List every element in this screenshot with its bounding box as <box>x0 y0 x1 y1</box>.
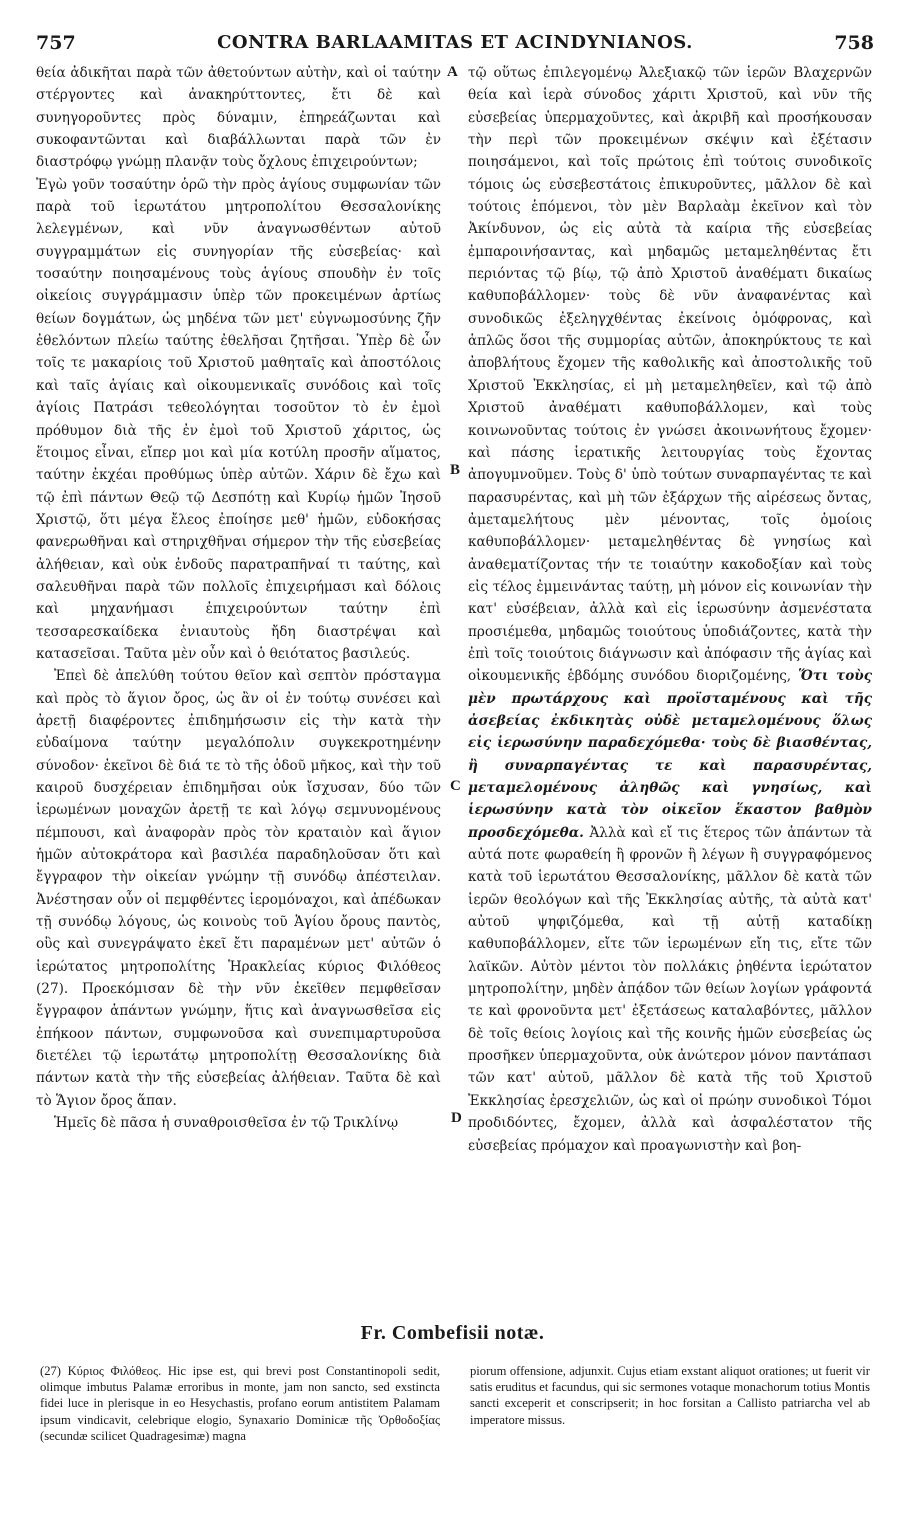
left-paragraph-4: Ἡμεῖς δὲ πᾶσα ἡ συναθροισθεῖσα ἐν τῷ Τρικλίνῳ <box>54 1115 399 1132</box>
margin-marker-d: D <box>451 1110 462 1126</box>
running-title: CONTRA BARLAAMITAS ET ACINDYNIANOS. <box>217 32 693 53</box>
right-paragraph-1 <box>468 62 872 1157</box>
council-quote: Ὅτι τοὺς μὲν πρωτάρχους καὶ προϊσταμένους καὶ τῆς ἀσεβείας ἐκδικητὰς οὐδὲ μεταμελομένους ὅλως εἰς ἱερωσύνην παραδεχόμεθα· τοὺς δὲ βιασθέντας, ἢ συναρπαγέντας τε καὶ παρασυρέντας, μεταμελομένους ἀληθῶς καὶ γνησίως, καὶ ἱερωσύνην κατὰ τὸν οἰκεῖον ἕκαστον βαθμὸν προσδεχόμεθα. <box>468 668 872 841</box>
footnote-right-column <box>470 1363 870 1428</box>
page-header <box>36 32 874 58</box>
footnote-27-text: (27) Κύριος Φιλόθεος. Hic ipse est, qui brevi post Constantinopoli sedit, olimque imbutus Palamæ erroribus in monte, jam non sancto, sed exstincta fidei luce in plerisque in eo Hesychastis, profano eorum antistitem Palamam ipsum vindicavit, celebrique elogio, Synaxario Dominicæ τῆς Ὀρθοδοξίας (secundæ scilicet Quadragesimæ) magna <box>40 1364 440 1443</box>
page-number-left: 757 <box>36 32 76 54</box>
left-paragraph-3: Ἐπεὶ δὲ ἀπελύθη τούτου θεῖον καὶ σεπτὸν πρόσταγμα καὶ πρὸς τὸ ἅγιον ὄρος, ὡς ἂν οἱ ἐν τούτῳ συνέσει καὶ ἀρετῇ διαφέροντες ἐπιδημήσωσιν εἰς τὴν κατὰ τὴν εὐδαίμονα ταύτην μεγαλόπολιν συγκεκροτημένην σύνοδον· ἐκεῖνοι δὲ διά τε τὸ τῆς ὁδοῦ μῆκος, καὶ τὴν τοῦ καιροῦ δυσχέρειαν ἐπιδημῆσαι οὐκ ἴσχυσαν, δύο τῶν ἱερωμένων μοναχῶν ἀρετῇ τε καὶ λόγῳ σεμνυνομένους πέμπουσι, καὶ ἀναφορὰν πρὸς τὸν κραταιὸν καὶ ἅγιον ἡμῶν αὐτοκράτορα καὶ βασιλέα παραδηλοῦσαν ὅτι καὶ ἔγγραφον τὴν οἰκείαν γνώμην τῇ συνόδῳ ἀπέστειλαν. Ἀνέστησαν οὖν οἱ πεμφθέντες ἱερομόναχοι, καὶ ἀπέδωκαν τῇ συνόδῳ λόγους, ὡς κοινοὺς τοῦ Ἁγίου ὄρους παντὸς, οὓς καὶ συνεγράψατο ἐκεῖ ἔτι παραμένων μετ' αὐτῶν ὁ ἱερώτατος μητροπολίτης Ἡρακλείας κύριος Φιλόθεος (27). Προεκόμισαν δὲ τὴν νῦν ἐκεῖθεν πεμφθεῖσαν ἔγγραφον ἁπάντων γνώμην, ἥτις καὶ ἀναγνωσθεῖσα εἰς ἐπήκοον πάντων, συμφωνοῦσα καὶ συνεπιμαρτυροῦσα διετέλει τῷ ἱερωτάτῳ μητροπολίτῃ Θεσσαλονίκης διὰ πάντων κατὰ τὴν τῆς εὐσεβείας ἀλήθειαν. Ταῦτα δὲ καὶ τὸ Ἅγιον ὄρος ἅπαν. <box>36 668 441 1109</box>
footnote-27-continuation: piorum offensione, adjunxit. Cujus etiam exstant aliquot orationes; ut fuerit vir satis eruditus et facundus, qui sic sermones votaque monachorum totius Montis sancti exceperit et conscripserit; in hoc forsitan a Callisto patriarcha vel ab imperatore missus. <box>470 1364 870 1427</box>
margin-marker-b: B <box>450 462 461 478</box>
right-paragraph-1-text: τῷ οὕτως ἐπιλεγομένῳ Ἀλεξιακῷ τῶν ἱερῶν Βλαχερνῶν θεία καὶ ἱερὰ σύνοδος χάριτι Χριστοῦ, καὶ νῦν τῆς εὐσεβείας ὑπερμαχοῦντες, καὶ ἀκριβῆ καὶ προσήκουσαν τὴν περὶ τῶν προκειμένων σκέψιν καὶ ἐξέτασιν ποιησάμενοι, καὶ τοῖς πρώτοις ἐπὶ τούτοις συνοδικοῖς τόμοις ὡς εὐσεβεστάτοις ἐπικυροῦντες, μᾶλλον δὲ καὶ τούτοις ἑπόμενοι, τὸν μὲν Βαρλαὰμ ἐκεῖνον καὶ τὸν Ἀκίνδυνον, ὡς εἰς αὐτὰ τὰ καίρια τῆς εὐσεβείας ἐμπαροινήσαντας, καὶ μηδαμῶς μεταμεληθέντας ἔτι περιόντας τῷ βίῳ, τῷ ἀπὸ Χριστοῦ ἀναθέματι δικαίως καθυποβάλλομεν· τοὺς δὲ νῦν ἀναφανέντας καὶ συνοδικῶς ἐξεληγχθέντας ἐκείνοις ὁμόφρονας, καὶ ἁπλῶς ὅσοι τῆς συμμορίας αὐτῶν, ἀποκηρύκτους τε καὶ ἀποβλήτους ἔχομεν τῆς καθολικῆς καὶ ἀποστολικῆς τοῦ Χριστοῦ Ἐκκλησίας, εἰ μὴ μεταμεληθεῖεν, καὶ τῷ ἀπὸ Χριστοῦ ἀναθέματι καθυποβάλλομεν, καὶ τοὺς κοινωνοῦντας τούτοις ἐν γνώσει ἀκοινωνήτους ἔχομεν· καὶ πάσης ἱερατικῆς λειτουργίας τοὺς ἔχοντας ἀπογυμνοῦμεν. Τοὺς δ' ὑπὸ τούτων συναρπαγέντας τε καὶ παρασυρέντας, καὶ μὴ τῶν ἐξάρχων τῆς αἱρέσεως ὄντας, ἀμεταμελήτους μὲν μένοντας, τοῖς ὁμοίοις καθυποβάλλομεν· μεταμεληθέντας δὲ γνησίως καὶ ἀναθεματίζοντας τήν τε τοιαύτην κακοδοξίαν καὶ τοὺς εἰς τέλος ἐμμεινάντας ταύτῃ, μὴ μόνον εἰς κοινωνίαν τὴν κατ' εὐσέβειαν, ἀλλὰ καὶ εἰς ἱερωσύνην ἀσμενέστατα προσιέμεθα, μηδαμῶς τοιούτους ὑποδιάζοντες, κατὰ τὴν ἐπὶ τοῖς τοιούτοις διάγνωσιν καὶ ἀπόφασιν τῆς ἁγίας καὶ οἰκουμενικῆς ἑβδόμης συνόδου διοριζομένης, <box>468 65 872 685</box>
page-number-right: 758 <box>834 32 874 54</box>
margin-marker-c: C <box>450 778 461 794</box>
right-paragraph-1-rest: Ἀλλὰ καὶ εἴ τις ἕτερος τῶν ἁπάντων τὰ αὐτά ποτε φωραθείη ἢ φρονῶν ἢ λέγων ἢ συγγραφόμενος κατὰ τοῦ ἱερωτάτου Θεσσαλονίκης, μᾶλλον δὲ κατὰ τῶν ἱερῶν θεολόγων καὶ τῆς Ἐκκλησίας αὐτῆς, τὰ αὐτὰ κατ' αὐτοῦ ψηφιζόμεθα, καὶ τῇ αὐτῇ καταδίκῃ καθυποβάλλομεν, εἴτε τῶν ἱερωμένων εἴη τις, εἴτε τῶν λαϊκῶν. Αὐτὸν μέντοι τὸν πολλάκις ῥηθέντα ἱερώτατον μητροπολίτην, μηδὲν ἀπᾴδον τῶν θείων λογίων γράφοντά τε καὶ φρονοῦντα μετ' ἐξετάσεως καταλαβόντες, μᾶλλον δὲ τοῖς θείοις λογίοις καὶ τῆς κοινῆς ἡμῶν εὐσεβείας ὡς προσῆκεν ὑπερμαχοῦντα, οὐκ ἀνώτερον μόνον παντάπασι τῶν κατ' αὐτοῦ, μᾶλλον δὲ κατὰ τῆς τοῦ Χριστοῦ Ἐκκλησίας ἐρεσχελιῶν, ὡς καὶ οἱ πρώην συνοδικοὶ Τόμοι προδιδόντες, ἔχομεν, ἀλλὰ καὶ ἀσφαλέστατον τῆς εὐσεβείας πρόμαχον καὶ προαγωνιστὴν καὶ βοη- <box>468 824 872 1154</box>
left-paragraph-1: θεία ἀδικῆται παρὰ τῶν ἀθετούντων αὐτὴν, καὶ οἱ ταύτην στέργοντες καὶ ἀνακηρύττοντες, ἔτι δὲ καὶ συνηγοροῦντες πρὸς δύναμιν, ἐπηρεάζωνται καὶ συκοφαντῶνται καὶ διαβάλλωνται παρὰ τῶν ἐν διαστρόφῳ γνώμῃ πλανᾷν τοὺς ὄχλους ἐπιχειρούντων; <box>36 65 441 171</box>
footnote-left-column <box>40 1363 440 1444</box>
left-paragraph-2: Ἐγὼ γοῦν τοσαύτην ὁρῶ τὴν πρὸς ἁγίους συμφωνίαν τῶν παρὰ τοῦ ἱερωτάτου μητροπολίτου Θεσσαλονίκης λελεγμένων, καὶ νῦν ἀναγνωσθέντων αὐτοῦ συγγραμμάτων εἰς συνηγορίαν τῆς εὐσεβείας· καὶ τοσαύτην ποιησαμένους τοὺς ἁγίους σπουδὴν ἐν τοῖς οἰκείοις συγγράμμασιν ὑπὲρ τῶν προκειμένων ἀρτίως θείων δογμάτων, ὡς μηδένα τῶν μετ' εὐγνωμοσύνης ζῆν ἐθελόντων πλείω ταύτης ἐθελῆσαι ζητῆσαι. Ὑπὲρ δὲ ὧν τοῖς τε μακαρίοις τοῦ Χριστοῦ μαθηταῖς καὶ ἀποστόλοις καὶ ταῖς ἁγίαις καὶ οἰκουμενικαῖς συνόδοις καὶ τοῖς ἁγίοις Πατράσι τεθεολόγηται τοσοῦτον τὸ ἐν ἐμοὶ πρόθυμον διὰ τῆς ἐν ἐμοὶ τοῦ Χριστοῦ χάριτος, ὡς ἕτοιμος εἶναι, εἴπερ μοι καὶ μία κοτύλη προσῆν αἵματος, ταύτην ἐκχέαι προθύμως ὑπὲρ αὐτῶν. Χάριν δὲ ἔχω καὶ τῷ ἐπὶ πάντων Θεῷ τῷ Δεσπότῃ καὶ Κυρίῳ ἡμῶν Ἰησοῦ Χριστῷ, ὅτι μέγα ἔλεος ἐποίησε μεθ' ἡμῶν, εὐδοκήσας φανερωθῆναι καὶ στηριχθῆναι σήμερον τὴν τῆς εὐσεβείας ἀλήθειαν, καὶ οὐκ ἐνδοῦς παρατραπῆναί τι ταύτης, καὶ σαλευθῆναι παρὰ τῶν πολλοῖς ἐπιχειρήμασι καὶ δόλοις καὶ μηχανήμασι ἐπιχειρούντων ταύτην ἐπὶ τεσσαρεσκαίδεκα ἐνιαυτοὺς ἤδη διαστρέψαι καὶ κατασεῖσαι. Ταῦτα μὲν οὖν καὶ ὁ θειότατος βασιλεύς. <box>36 176 441 662</box>
margin-marker-a: A <box>447 64 458 80</box>
left-text-column <box>36 62 441 1272</box>
notes-heading: Fr. Combefisii notæ. <box>360 1322 545 1344</box>
right-text-column <box>468 62 872 1272</box>
